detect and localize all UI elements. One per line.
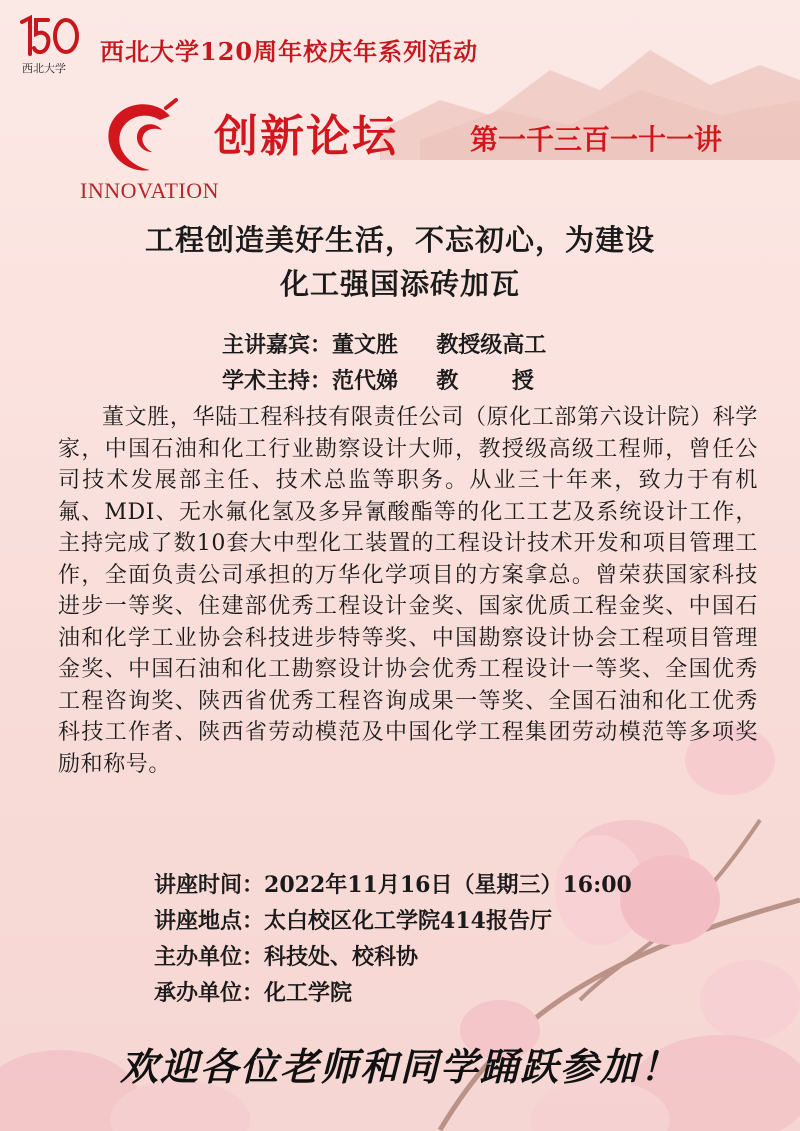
host-line: 学术主持：范代娣 教 授: [222, 368, 534, 394]
host-unit-value: 化工学院: [264, 980, 353, 1006]
organizer-label: 主办单位：: [154, 944, 265, 970]
lecture-time-row: [154, 868, 632, 899]
logo-caption: 西北大学: [22, 62, 66, 75]
lecture-time-label: 讲座时间：: [154, 872, 265, 898]
lecture-time-value: 2022年11月16日（星期三）16:00: [264, 872, 632, 898]
series-title: 西北大学120周年校庆年系列活动: [100, 37, 479, 66]
innovation-logo-text: INNOVATION: [80, 178, 220, 203]
host-unit-label: 承办单位：: [154, 980, 265, 1006]
forum-name: 创新论坛: [214, 111, 398, 162]
lecture-place-row: [154, 904, 552, 935]
speaker-bio: 董文胜，华陆工程科技有限责任公司（原化工部第六设计院）科学家，中国石油和化工行业勘察设计大师，教授级高级工程师，曾任公司技术发展部主任、技术总监等职务。从业三十年来，致力于有机氟、MDI、无水氟化氢及多异氰酸酯等的化工工艺及系统设计工作，主持完成了数10套大中型化工装置的工程设计技术开发和项目管理工作，全面负责公司承担的万华化学项目的方案拿总。曾荣获国家科技进步一等奖、住建部优秀工程设计金奖、国家优质工程金奖、中国石油和化学工业协会科技进步特等奖、中国勘察设计协会工程项目管理金奖、中国石油和化工勘察设计协会优秀工程设计一等奖、全国优秀工程咨询奖、陕西省优秀工程咨询成果一等奖、全国石油和化工优秀科技工作者、陕西省劳动模范及中国化学工程集团劳动模范等多项奖励和称号。: [58, 405, 758, 777]
lecture-number: 第一千三百一十一讲: [470, 123, 723, 156]
lecture-title-line1: 工程创造美好生活，不忘初心，为建设: [144, 223, 655, 257]
lecture-title-line2: 化工强国添砖加瓦: [279, 267, 520, 301]
lecture-place-label: 讲座地点：: [154, 908, 265, 934]
speaker-line: 主讲嘉宾：董文胜 教授级高工: [222, 332, 547, 358]
university-anniversary-logo: [18, 14, 80, 74]
innovation-swirl-icon: [100, 96, 182, 178]
organizer-value: 科技处、校科协: [264, 944, 419, 970]
host-unit-row: [154, 976, 352, 1007]
lecture-place-value: 太白校区化工学院414报告厅: [264, 908, 552, 934]
anniversary-150-icon: [18, 14, 80, 60]
welcome-message: 欢迎各位老师和同学踊跃参加！: [119, 1044, 680, 1089]
organizer-row: [154, 940, 418, 971]
